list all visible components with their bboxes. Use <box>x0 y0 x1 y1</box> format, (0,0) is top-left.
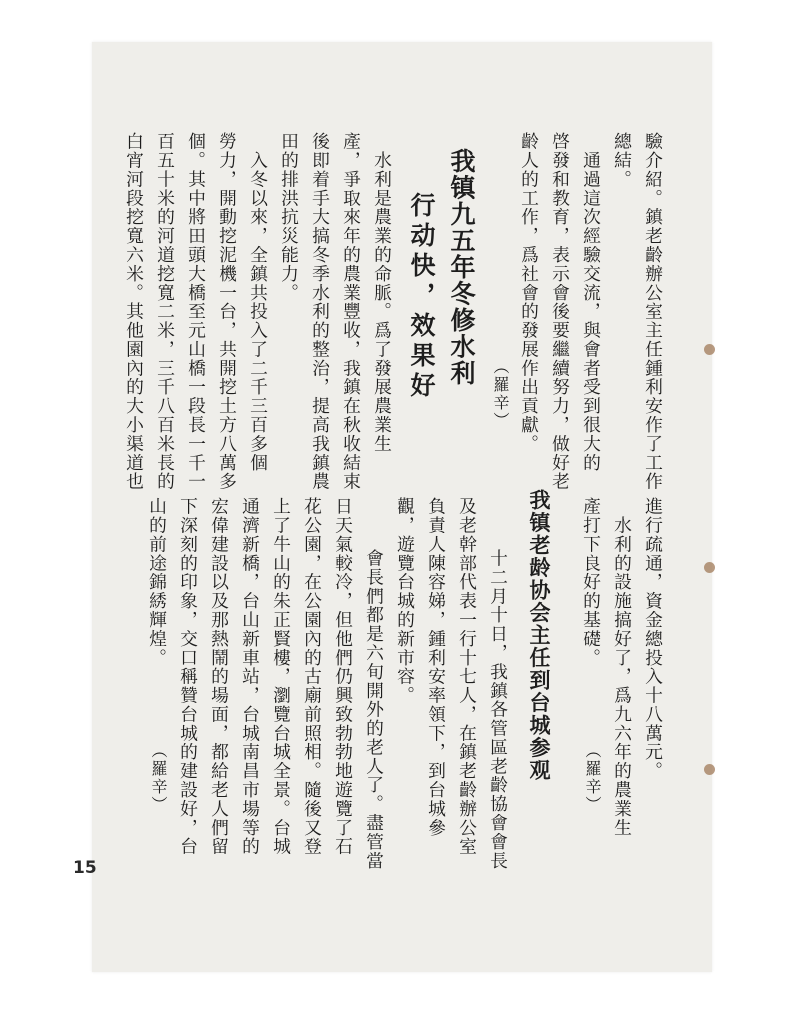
article-c-line-5: 會長們都是六旬開外的老人了。盡管當 <box>363 530 385 871</box>
article-c-line-1: 十二月十日，我鎮各管區老齡協會會長 <box>487 530 509 871</box>
article-b-line-1: 水利是農業的命脈。爲了發展農業生 <box>371 132 393 454</box>
article-c-line-12: 山的前途錦綉輝煌。 <box>146 497 168 668</box>
article-a-line-5: 齡人的工作，爲社會的發展作出貢獻。 <box>518 132 540 454</box>
article-a-line-1: 驗介紹。鎮老齡辦公室主任鍾利安作了工作 <box>642 132 664 491</box>
article-c-line-7: 花公園，在公園內的古廟前照相。隨後又登 <box>301 497 323 856</box>
article-b-line-4: 田的排洪抗災能力。 <box>278 132 300 303</box>
article-b-byline: （羅辛） <box>583 742 602 814</box>
article-b-line-9: 白宵河段挖寬六米。其他園內的大小渠道也 <box>123 132 145 491</box>
article-b-subheadline: 行动快，效果好 <box>407 192 436 402</box>
binding-hole <box>704 344 715 355</box>
article-b-line-6: 勞力，開動挖泥機一台，共開挖土方八萬多 <box>216 132 238 491</box>
binding-holes <box>704 42 716 972</box>
article-b-cont-line-1: 進行疏通，資金總投入十八萬元。 <box>642 497 664 781</box>
article-b-line-5: 入冬以來，全鎮共投入了二千三百多個 <box>247 132 269 473</box>
article-c-line-10: 宏偉建設以及那熱鬧的場面，都給老人們留 <box>208 497 230 856</box>
article-b-line-2: 產，爭取來年的農業豐收，我鎮在秋收結束 <box>340 132 362 491</box>
article-c-line-4: 觀，遊覽台城的新市容。 <box>394 497 416 705</box>
article-c-byline: （羅辛） <box>149 742 168 814</box>
article-c-line-2: 及老幹部代表一行十七人，在鎮老齡辦公室 <box>456 497 478 856</box>
article-b-line-7: 個。其中將田頭大橋至元山橋一段長一千一 <box>185 132 207 491</box>
article-b-line-8: 百五十米的河道挖寬二米，三千八百米長的 <box>154 132 176 491</box>
article-c-line-9: 通濟新橋，台山新車站，台城南昌市場等的 <box>239 497 261 856</box>
article-c-line-6: 日天氣較冷，但他們仍興致勃勃地遊覽了石 <box>332 497 354 856</box>
article-a-line-2: 總結。 <box>611 132 633 189</box>
article-b-headline: 我镇九五年冬修水利 <box>447 148 476 387</box>
article-a-line-4: 啓發和教育，表示會後要繼續努力，做好老 <box>549 132 571 491</box>
binding-hole <box>704 562 715 573</box>
article-a-byline: （羅辛） <box>491 358 510 430</box>
article-c-line-11: 下深刻的印象，交口稱贊台城的建設好，台 <box>177 497 199 856</box>
article-b-cont-line-3: 產打下良好的基礎。 <box>580 497 602 668</box>
article-c-line-8: 上了牛山的朱正賢樓，瀏覽台城全景。台城 <box>270 497 292 856</box>
article-c-line-3: 負責人陳容娣，鍾利安率領下，到台城參 <box>425 497 447 838</box>
article-b-line-3: 後即着手大搞冬季水利的整治，提高我鎮農 <box>309 132 331 491</box>
article-b-cont-line-2: 水利的設施搞好了，爲九六年的農業生 <box>611 497 633 838</box>
article-c-headline: 我镇老龄协会主任到台城参观 <box>527 489 552 782</box>
binding-hole <box>704 764 715 775</box>
page-number: 15 <box>73 858 97 878</box>
article-a-line-3: 通過這次經驗交流，與會者受到很大的 <box>580 132 602 473</box>
